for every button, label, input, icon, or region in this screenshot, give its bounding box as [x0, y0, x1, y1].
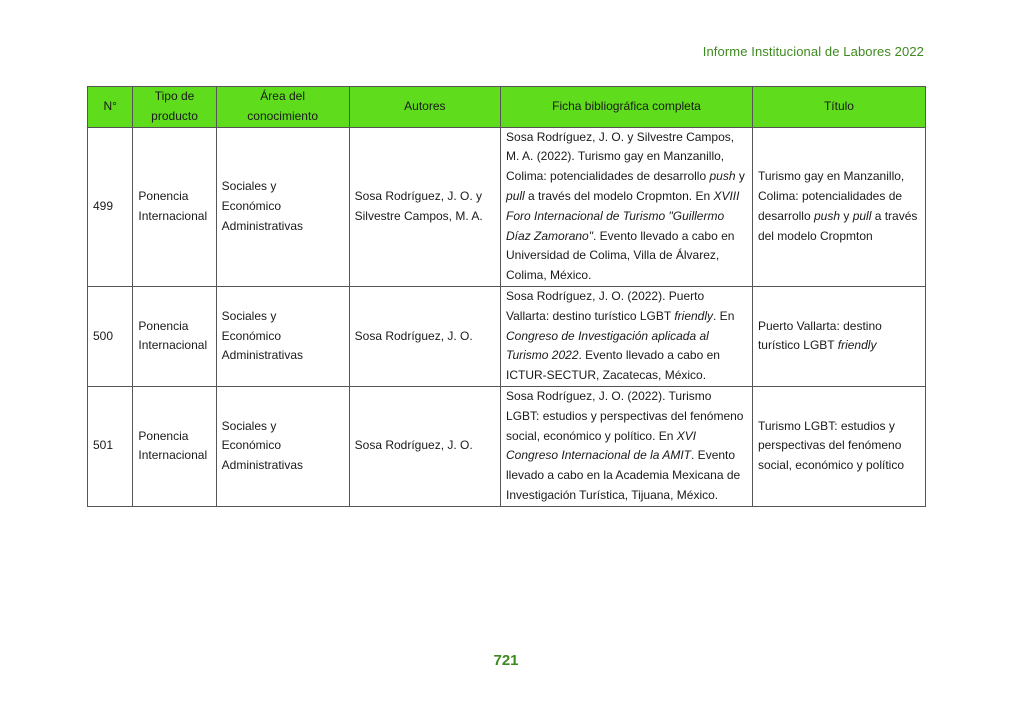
ficha-italic: XVIII Foro Internacional de Turismo "Guillermo Díaz Zamorano": [506, 188, 740, 243]
table-header-row: [88, 87, 926, 128]
cell-area-line: Sociales y: [221, 308, 277, 323]
cell-n: 501: [88, 386, 133, 506]
ficha-italic: pull: [506, 188, 525, 203]
cell-tipo-line: Ponencia: [138, 428, 189, 443]
column-header-tipo: [133, 87, 216, 128]
ficha-italic: XVI Congreso Internacional de la AMIT: [506, 428, 697, 463]
cell-n: 499: [88, 127, 133, 286]
cell-autores-line: Sosa Rodríguez, J. O.: [354, 328, 473, 343]
ficha-text: . Evento llevado a cabo en la Academia Mexicana de Investigación Turística, Tijuana, México.: [506, 448, 741, 502]
titulo-text: y: [840, 208, 853, 223]
cell-area-line: Económico: [221, 328, 282, 343]
table-row: [88, 286, 926, 386]
cell-titulo: [752, 386, 925, 506]
column-header-area: [216, 87, 349, 128]
column-header-titulo-label: Título: [823, 98, 854, 113]
column-header-n-label: N°: [103, 98, 117, 113]
table-row: [88, 127, 926, 286]
cell-ficha: [501, 286, 753, 386]
cell-area: [216, 127, 349, 286]
cell-tipo: [133, 286, 216, 386]
cell-ficha: [501, 386, 753, 506]
cell-tipo-line: Internacional: [138, 448, 208, 463]
ficha-italic: friendly: [674, 308, 714, 323]
cell-autores: [349, 127, 500, 286]
titulo-text: Puerto Vallarta: destino turístico LGBT: [757, 318, 882, 353]
cell-area: [216, 286, 349, 386]
cell-area-line: Económico: [221, 198, 282, 213]
column-header-area-line: conocimiento: [247, 108, 318, 123]
ficha-italic: Congreso de Investigación aplicada al Turismo 2022: [506, 328, 709, 363]
column-header-autores: [349, 87, 500, 128]
column-header-autores-label: Autores: [404, 98, 446, 113]
cell-titulo: [752, 127, 925, 286]
titulo-text: Turismo gay en Manzanillo, Colima: potencialidades de desarrollo: [757, 169, 905, 223]
ficha-italic: push: [709, 169, 736, 184]
cell-autores-line: Sosa Rodríguez, J. O.: [354, 438, 473, 453]
ficha-text: . Evento llevado a cabo en Universidad de Colima, Villa de Álvarez, Colima, México.: [506, 228, 735, 283]
cell-autores-line: Sosa Rodríguez, J. O. y: [354, 188, 483, 203]
products-table: [87, 86, 926, 507]
ficha-text: . Evento llevado a cabo en ICTUR-SECTUR, Zacatecas, México.: [506, 348, 720, 383]
column-header-area-line: Área del: [260, 89, 305, 103]
column-header-tipo-line: Tipo de: [154, 89, 195, 103]
cell-tipo: [133, 386, 216, 506]
cell-area-line: Administrativas: [221, 458, 304, 473]
column-header-ficha: [501, 87, 753, 128]
cell-area-line: Sociales y: [221, 418, 277, 433]
ficha-text: Sosa Rodríguez, J. O. y Silvestre Campos, M. A. (2022). Turismo gay en Manzanillo, Colima: potencialidades de desarrollo: [506, 129, 735, 184]
cell-tipo: [133, 127, 216, 286]
table-row: [88, 386, 926, 506]
ficha-text: Sosa Rodríguez, J. O. (2022). Puerto Vallarta: destino turístico LGBT: [506, 288, 705, 323]
cell-tipo-line: Ponencia: [138, 188, 189, 203]
ficha-text: a través del modelo Cropmton. En: [524, 188, 714, 203]
cell-area-line: Administrativas: [221, 348, 304, 363]
cell-autores: [349, 386, 500, 506]
column-header-n: [88, 87, 133, 128]
cell-area-line: Administrativas: [221, 218, 304, 233]
column-header-titulo: [752, 87, 925, 128]
titulo-text: Turismo LGBT: estudios y perspectivas del fenómeno social, económico y político: [757, 418, 905, 473]
cell-autores-line: Silvestre Campos, M. A.: [354, 208, 483, 223]
cell-area: [216, 386, 349, 506]
cell-tipo-line: Internacional: [138, 208, 208, 223]
page-number: 721: [493, 652, 519, 669]
cell-tipo-line: Internacional: [138, 338, 208, 353]
titulo-text: a través del modelo Cropmton: [757, 208, 918, 243]
column-header-tipo-line: producto: [151, 108, 198, 123]
cell-ficha: [501, 127, 753, 286]
cell-area-line: Económico: [221, 438, 282, 453]
cell-autores: [349, 286, 500, 386]
titulo-italic: push: [813, 208, 841, 223]
cell-titulo: [752, 286, 925, 386]
running-header: Informe Institucional de Labores 2022: [702, 44, 924, 59]
titulo-italic: friendly: [837, 338, 877, 353]
ficha-text: y: [735, 169, 745, 184]
cell-tipo-line: Ponencia: [138, 318, 189, 333]
column-header-ficha-label: Ficha bibliográfica completa: [552, 98, 701, 113]
ficha-text: Sosa Rodríguez, J. O. (2022). Turismo LGBT: estudios y perspectivas del fenómeno social, económico y político. En: [506, 388, 744, 443]
ficha-text: . En: [713, 308, 735, 323]
cell-area-line: Sociales y: [221, 179, 277, 194]
cell-n: 500: [88, 286, 133, 386]
titulo-italic: pull: [852, 208, 872, 223]
